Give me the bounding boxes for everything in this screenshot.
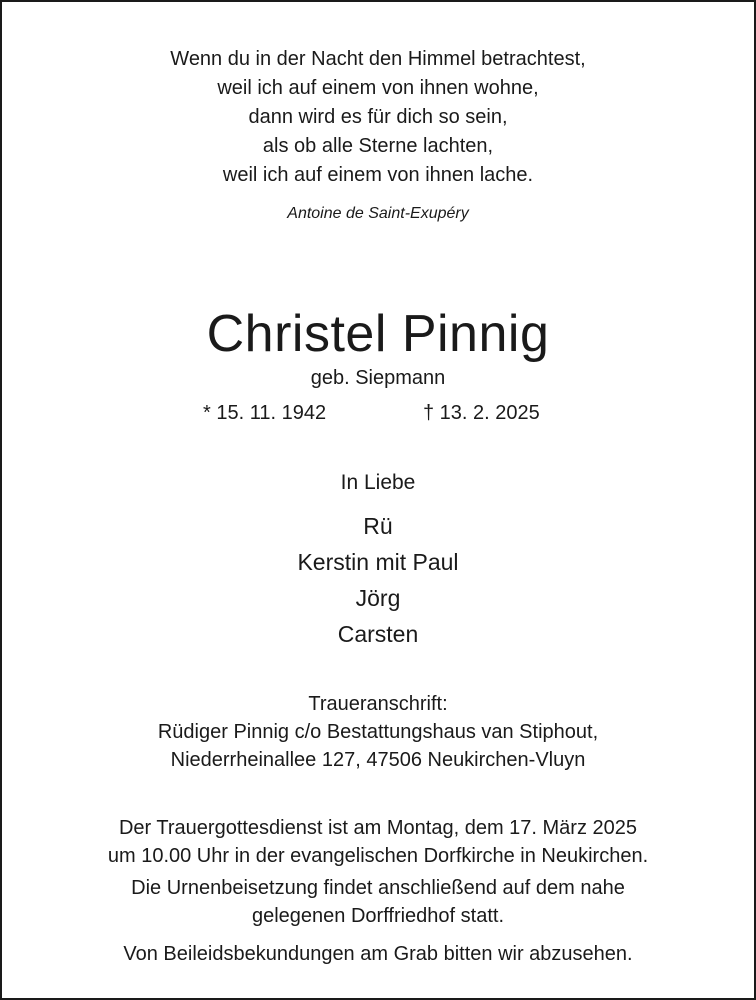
service-info bbox=[0, 814, 756, 870]
condolence-line: Von Beileidsbekundungen am Grab bitten wir abzusehen. bbox=[123, 943, 633, 965]
mourner-name: Carsten bbox=[337, 621, 419, 647]
poem-line: als ob alle Sterne lachten, bbox=[262, 135, 494, 157]
condolence-note bbox=[0, 940, 756, 968]
poem-line: Wenn du in der Nacht den Himmel betrachtest, bbox=[170, 48, 586, 70]
poem-line: weil ich auf einem von ihnen wohne, bbox=[217, 77, 539, 99]
in-love-heading: In Liebe bbox=[340, 471, 416, 494]
poem-line: dann wird es für dich so sein, bbox=[248, 106, 508, 128]
burial-line: gelegenen Dorffriedhof statt. bbox=[251, 905, 505, 927]
address-line: Niederrheinallee 127, 47506 Neukirchen-Vluyn bbox=[170, 749, 586, 771]
burial-info bbox=[0, 874, 756, 930]
mourner-list bbox=[0, 508, 756, 652]
poem bbox=[0, 45, 756, 190]
service-line: Der Trauergottesdienst ist am Montag, dem 17. März 2025 bbox=[118, 817, 638, 839]
mourner-name: Kerstin mit Paul bbox=[297, 549, 459, 575]
birth-name: geb. Siepmann bbox=[310, 367, 446, 389]
mourner-name: Rü bbox=[363, 513, 393, 539]
birth-date: * 15. 11. 1942 bbox=[203, 402, 327, 424]
deceased-name: Christel Pinnig bbox=[206, 305, 550, 363]
burial-line: Die Urnenbeisetzung findet anschließend auf dem nahe bbox=[131, 877, 625, 899]
mourning-address bbox=[0, 690, 756, 774]
death-date: † 13. 2. 2025 bbox=[423, 402, 540, 424]
address-line: Rüdiger Pinnig c/o Bestattungshaus van Stiphout, bbox=[157, 721, 599, 743]
poem-author: Antoine de Saint-Exupéry bbox=[287, 205, 469, 222]
service-line: um 10.00 Uhr in der evangelischen Dorfkirche in Neukirchen. bbox=[107, 845, 649, 867]
mourner-name: Jörg bbox=[355, 585, 401, 611]
address-heading: Traueranschrift: bbox=[308, 693, 448, 715]
poem-line: weil ich auf einem von ihnen lache. bbox=[222, 164, 534, 186]
